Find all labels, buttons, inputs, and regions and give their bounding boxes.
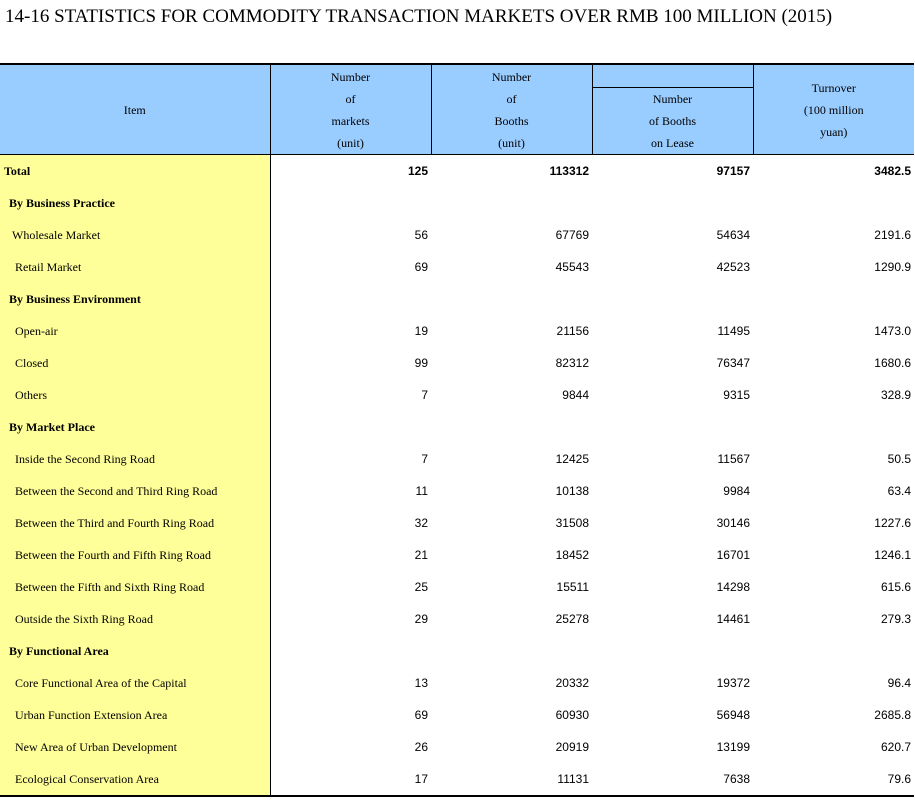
markets-cell	[270, 283, 431, 315]
turnover-cell: 50.5	[887, 452, 911, 466]
markets-cell	[270, 187, 431, 219]
markets-cell: 56	[414, 228, 428, 242]
booths-cell: 31508	[555, 516, 589, 530]
statistics-table	[0, 63, 914, 797]
markets-cell: 99	[414, 356, 428, 370]
row-label: Between the Third and Fourth Ring Road	[0, 507, 270, 539]
row-label: Total	[0, 155, 270, 188]
row-label: Between the Second and Third Ring Road	[0, 475, 270, 507]
row-label: Open-air	[0, 315, 270, 347]
booths-on-lease-cell: 11567	[717, 452, 750, 466]
row-label: Retail Market	[0, 251, 270, 283]
turnover-cell: 2191.6	[874, 228, 911, 242]
row-label: Ecological Conservation Area	[0, 763, 270, 796]
row-label: New Area of Urban Development	[0, 731, 270, 763]
markets-cell: 32	[414, 516, 428, 530]
row-label: Urban Function Extension Area	[0, 699, 270, 731]
header-lease-line: on Lease	[651, 136, 694, 150]
header-booths-line: (unit)	[498, 135, 525, 150]
markets-cell: 69	[414, 260, 428, 274]
markets-cell	[270, 635, 431, 667]
markets-cell: 19	[414, 324, 428, 338]
markets-cell: 26	[414, 740, 428, 754]
row-label: Core Functional Area of the Capital	[0, 667, 270, 699]
booths-cell	[431, 635, 592, 667]
table-row	[0, 667, 914, 699]
header-booths-line: of	[506, 91, 517, 106]
row-label: Wholesale Market	[0, 219, 270, 251]
turnover-cell: 1680.6	[874, 356, 911, 370]
row-label: Outside the Sixth Ring Road	[0, 603, 270, 635]
header-lease-line: of Booths	[648, 114, 696, 128]
turnover-cell: 63.4	[887, 484, 911, 498]
row-label: Closed	[0, 347, 270, 379]
turnover-cell: 279.3	[880, 612, 911, 626]
markets-cell: 13	[414, 676, 428, 690]
booths-cell	[431, 283, 592, 315]
table-row	[0, 251, 914, 283]
turnover-cell	[753, 411, 914, 443]
booths-cell	[431, 187, 592, 219]
header-turnover-line: (100 million	[803, 102, 864, 117]
booths-on-lease-cell: 30146	[716, 516, 750, 530]
turnover-cell: 2685.8	[874, 708, 911, 722]
turnover-cell: 328.9	[880, 388, 911, 402]
header-markets-line: markets	[331, 113, 370, 128]
booths-cell: 20919	[555, 740, 589, 754]
booths-on-lease-cell: 19372	[716, 676, 750, 690]
booths-on-lease-cell: 97157	[716, 164, 750, 178]
header-booths-line: Booths	[494, 113, 529, 128]
header-booths-on-lease	[592, 88, 753, 155]
table-row	[0, 219, 914, 251]
table-row	[0, 507, 914, 539]
booths-on-lease-cell	[592, 411, 753, 443]
table-row	[0, 603, 914, 635]
turnover-cell: 79.6	[753, 763, 914, 796]
turnover-cell: 1290.9	[874, 260, 911, 274]
markets-cell: 7	[421, 452, 428, 466]
booths-on-lease-cell: 76347	[716, 356, 750, 370]
markets-cell: 11	[415, 484, 428, 498]
header-markets-line: of	[345, 91, 356, 106]
header-markets-line: (unit)	[337, 135, 364, 150]
booths-cell: 10138	[555, 484, 589, 498]
turnover-cell: 96.4	[887, 676, 911, 690]
turnover-cell: 1246.1	[874, 548, 911, 562]
table-row	[0, 443, 914, 475]
booths-cell: 67769	[555, 228, 589, 242]
booths-cell: 113312	[549, 164, 589, 178]
table-body	[0, 155, 914, 797]
table-row	[0, 763, 914, 796]
booths-on-lease-cell: 14298	[716, 580, 750, 594]
table-row	[0, 699, 914, 731]
turnover-cell: 1473.0	[874, 324, 911, 338]
table-row	[0, 379, 914, 411]
booths-on-lease-cell: 9984	[723, 484, 750, 498]
markets-cell: 7	[421, 388, 428, 402]
header-item	[0, 64, 270, 155]
header-lease-line: Number	[652, 92, 693, 106]
statistics-table-container	[0, 63, 914, 797]
markets-cell: 25	[414, 580, 428, 594]
booths-on-lease-cell: 13199	[716, 740, 750, 754]
booths-on-lease-cell	[592, 635, 753, 667]
row-label: By Business Environment	[0, 283, 270, 315]
booths-cell	[431, 411, 592, 443]
booths-cell: 12425	[555, 452, 589, 466]
turnover-cell	[753, 635, 914, 667]
row-label: By Functional Area	[0, 635, 270, 667]
total-row	[0, 155, 914, 188]
markets-cell	[270, 411, 431, 443]
booths-cell: 9844	[562, 388, 589, 402]
row-label: By Business Practice	[0, 187, 270, 219]
group-header-row	[0, 187, 914, 219]
booths-on-lease-cell	[592, 283, 753, 315]
table-row	[0, 571, 914, 603]
header-booths	[431, 64, 592, 155]
table-row	[0, 347, 914, 379]
markets-cell: 69	[414, 708, 428, 722]
booths-cell: 25278	[555, 612, 589, 626]
markets-cell: 29	[414, 612, 428, 626]
header-turnover-line: yuan)	[820, 124, 848, 139]
markets-cell: 21	[414, 548, 428, 562]
booths-on-lease-cell	[592, 187, 753, 219]
turnover-cell: 615.6	[880, 580, 911, 594]
booths-cell: 20332	[555, 676, 589, 690]
header-turnover-line: Turnover	[811, 80, 856, 95]
row-label: Between the Fourth and Fifth Ring Road	[0, 539, 270, 571]
booths-on-lease-cell: 16701	[716, 548, 750, 562]
group-header-row	[0, 283, 914, 315]
booths-cell: 82312	[555, 356, 589, 370]
booths-on-lease-cell: 54634	[716, 228, 750, 242]
page-title: 14-16 STATISTICS FOR COMMODITY TRANSACTION MARKETS OVER RMB 100 MILLION (2015)	[5, 6, 833, 27]
booths-on-lease-cell: 42523	[716, 260, 750, 274]
booths-cell: 45543	[555, 260, 589, 274]
booths-on-lease-cell: 11495	[717, 324, 750, 338]
header-markets	[270, 64, 431, 155]
booths-on-lease-cell: 9315	[723, 388, 750, 402]
table-row	[0, 731, 914, 763]
header-lease-spacer	[592, 64, 753, 88]
booths-cell: 11131	[431, 763, 592, 796]
row-label: Others	[0, 379, 270, 411]
turnover-cell: 620.7	[880, 740, 911, 754]
group-header-row	[0, 635, 914, 667]
turnover-cell	[753, 187, 914, 219]
table-row	[0, 315, 914, 347]
booths-cell: 60930	[555, 708, 589, 722]
turnover-cell: 3482.5	[874, 164, 911, 178]
table-row	[0, 475, 914, 507]
turnover-cell	[753, 283, 914, 315]
table-header	[0, 64, 914, 155]
markets-cell: 17	[270, 763, 431, 796]
booths-cell: 18452	[555, 548, 589, 562]
table-row	[0, 539, 914, 571]
header-booths-line: Number	[491, 69, 532, 84]
row-label: By Market Place	[0, 411, 270, 443]
turnover-cell: 1227.6	[874, 516, 911, 530]
booths-cell: 15511	[556, 580, 589, 594]
header-turnover	[753, 64, 914, 155]
row-label: Between the Fifth and Sixth Ring Road	[0, 571, 270, 603]
booths-on-lease-cell: 7638	[592, 763, 753, 796]
header-item-label: Item	[123, 102, 146, 117]
booths-on-lease-cell: 14461	[716, 612, 750, 626]
group-header-row	[0, 411, 914, 443]
header-markets-line: Number	[330, 69, 371, 84]
markets-cell: 125	[407, 164, 428, 178]
booths-on-lease-cell: 56948	[716, 708, 750, 722]
booths-cell: 21156	[556, 324, 589, 338]
row-label: Inside the Second Ring Road	[0, 443, 270, 475]
